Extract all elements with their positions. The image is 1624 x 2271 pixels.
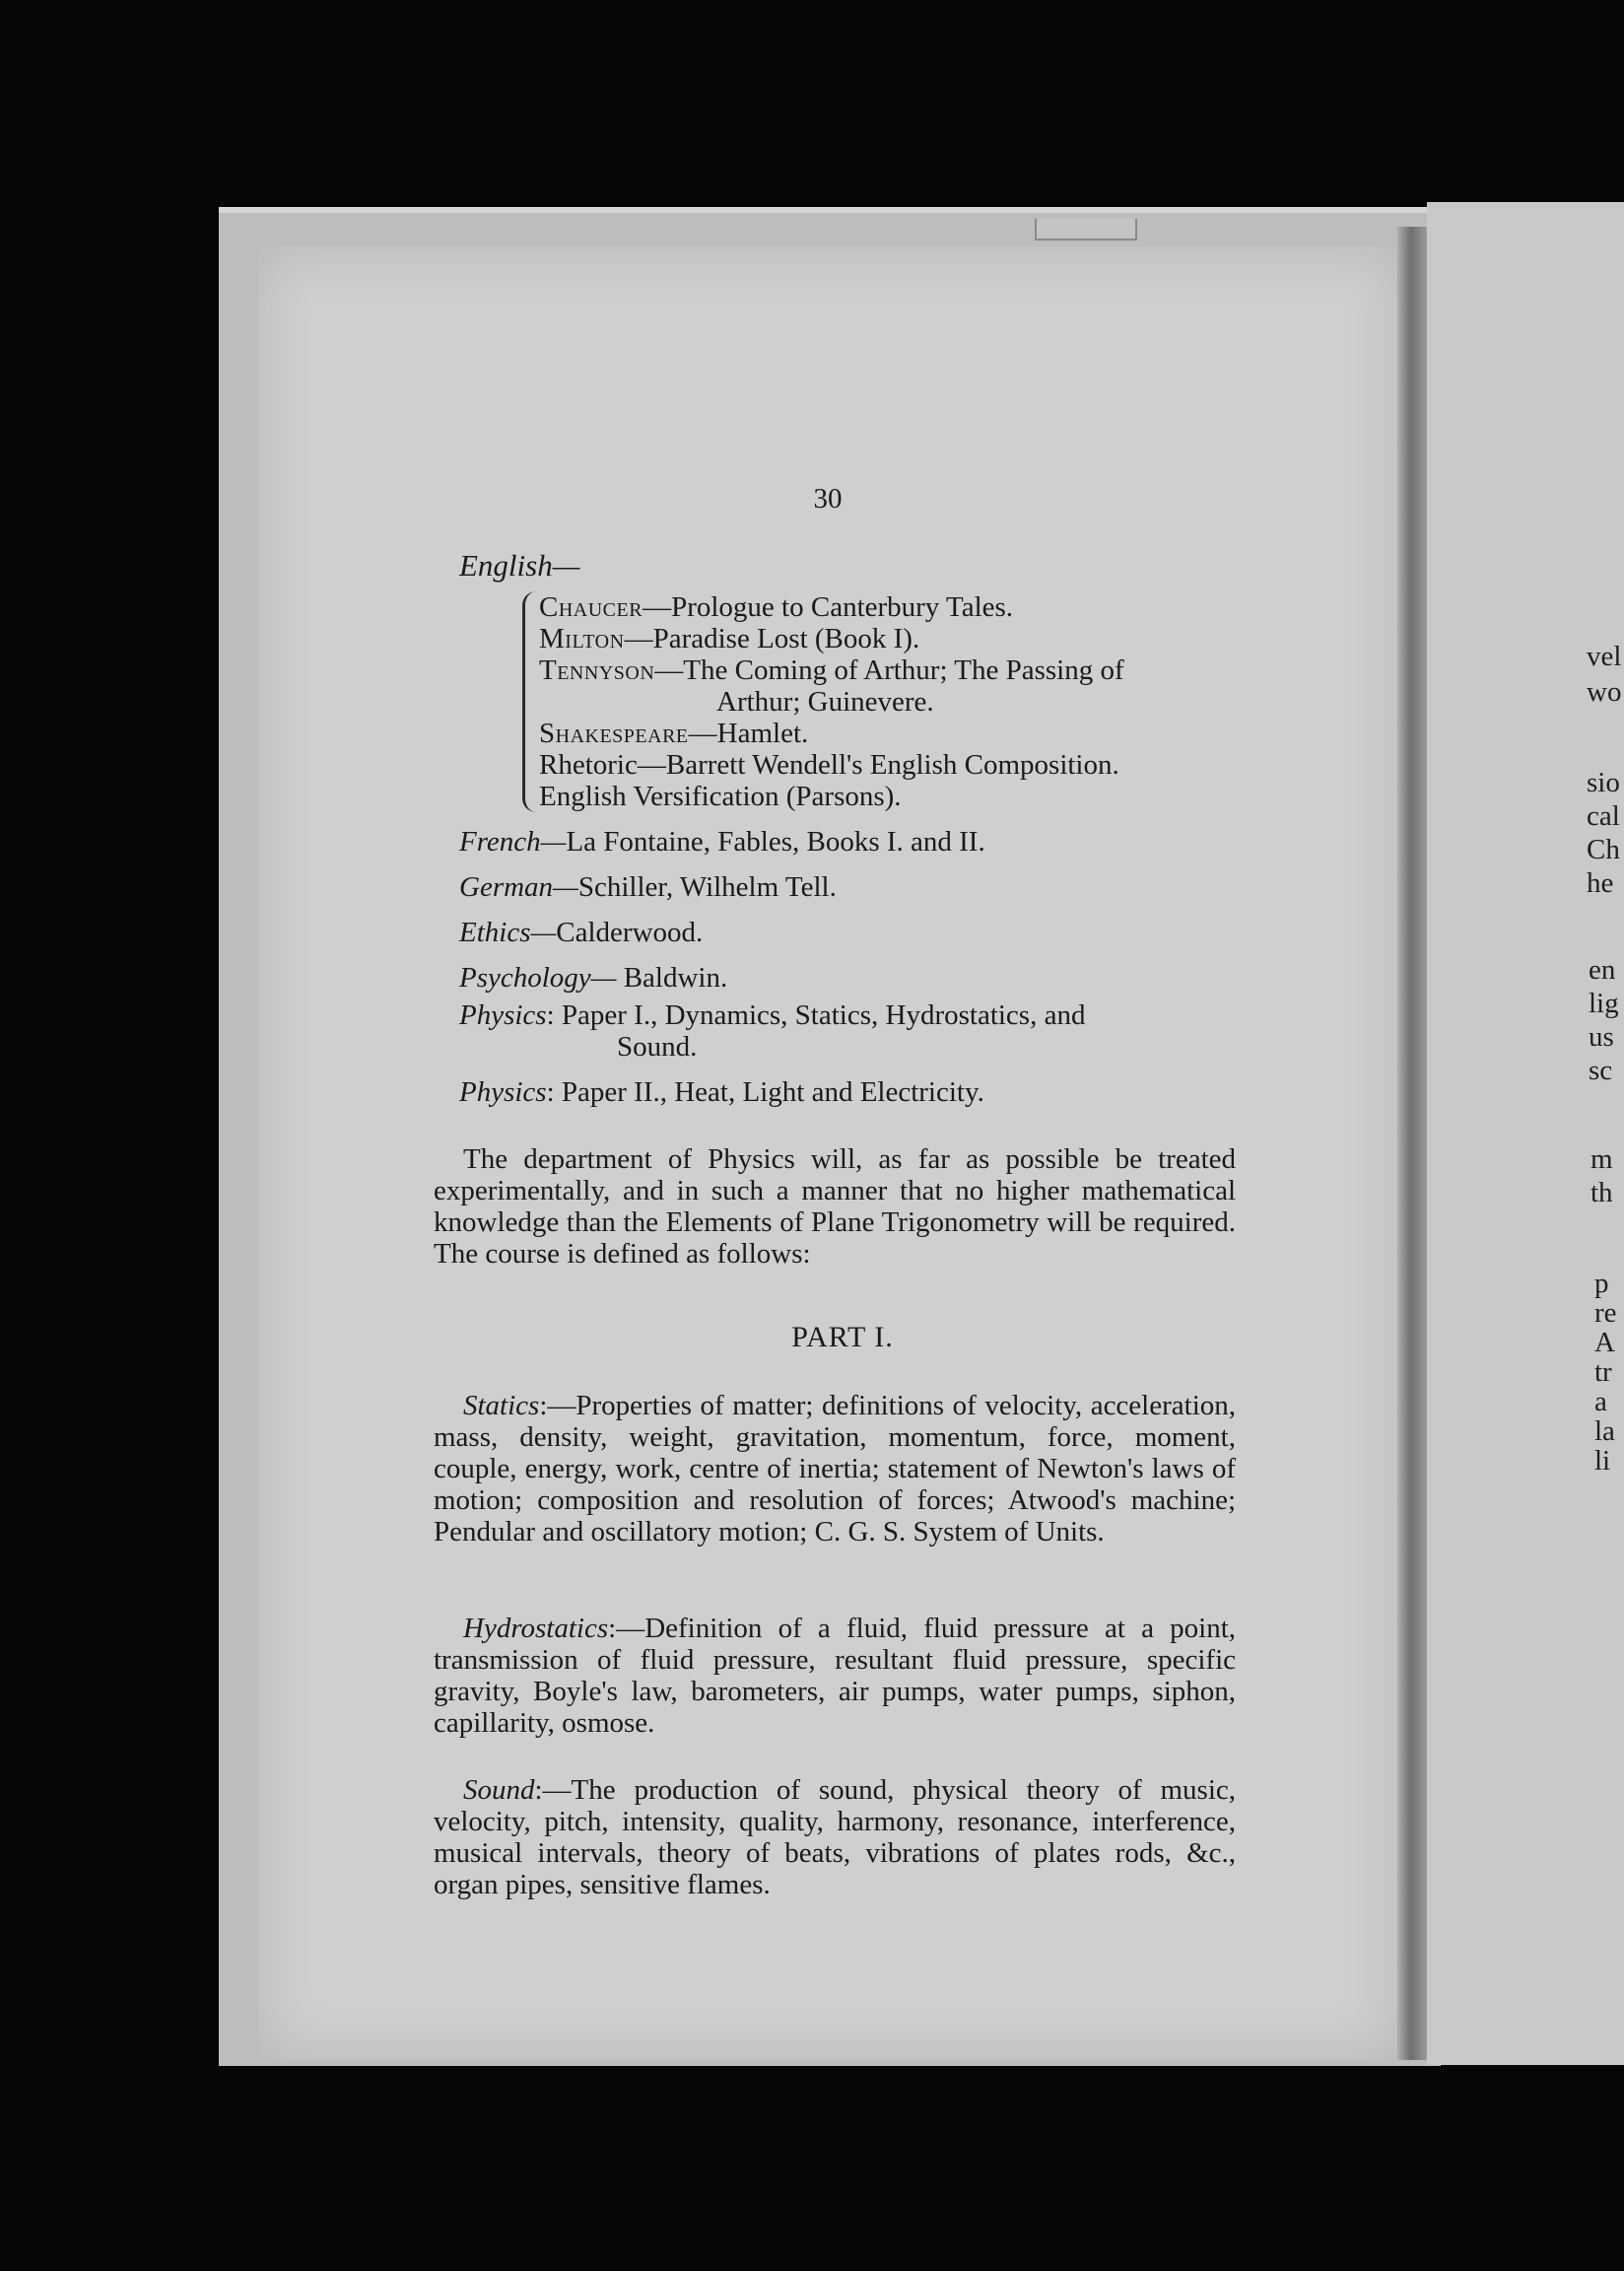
right-page-fragment: p bbox=[1594, 1268, 1609, 1299]
right-page-fragment: sc bbox=[1589, 1055, 1613, 1086]
english-reading-list bbox=[522, 591, 1268, 812]
part-heading: PART I. bbox=[791, 1321, 894, 1353]
list-item: Shakespeare—Hamlet. bbox=[539, 718, 809, 749]
right-page-fragment: tr bbox=[1594, 1356, 1612, 1388]
right-page-fragment: lig bbox=[1589, 988, 1619, 1019]
list-item: Chaucer—Prologue to Canterbury Tales. bbox=[539, 591, 1014, 623]
statics-paragraph: Statics:—Properties of matter; definitions of velocity, acceleration, mass, density, weight, gravitation, momentum, force, moment, couple, energy, work, centre of inertia; statement of Newton's laws of motion; composition and resolution of forces; Atwood's machine; Pendular and oscillatory motion; C. G. S. System of Units. bbox=[434, 1390, 1236, 1548]
page-tear bbox=[1035, 219, 1137, 241]
german-subject: German—Schiller, Wilhelm Tell. bbox=[459, 871, 837, 903]
right-page-fragment: re bbox=[1594, 1297, 1617, 1329]
english-heading: English— bbox=[459, 548, 580, 583]
right-page-fragment: Ch bbox=[1587, 834, 1620, 865]
right-page-fragment: cal bbox=[1587, 800, 1620, 832]
psychology-subject: Psychology— Baldwin. bbox=[459, 962, 728, 994]
right-page-fragment: th bbox=[1590, 1177, 1613, 1208]
ethics-subject: Ethics—Calderwood. bbox=[459, 917, 704, 948]
page-number: 30 bbox=[813, 483, 843, 515]
list-item: English Versification (Parsons). bbox=[539, 781, 902, 812]
physics-intro-paragraph: The department of Physics will, as far as possible be treated experimentally, and in such a manner that no higher mathematical knowledge than the Elements of Plane Trigonometry will be required. The course is defined as follows: bbox=[434, 1143, 1236, 1270]
list-item: Arthur; Guinevere. bbox=[716, 686, 934, 718]
sound-paragraph: Sound:—The production of sound, physical theory of music, velocity, pitch, intensity, quality, harmony, resonance, interference, musical intervals, theory of beats, vibrations of plates rods, &c., organ pipes, sensitive flames. bbox=[434, 1774, 1236, 1900]
right-page-fragment: wo bbox=[1587, 676, 1622, 708]
right-page bbox=[1427, 202, 1624, 2065]
right-page-fragment: us bbox=[1589, 1021, 1614, 1053]
right-page-fragment: he bbox=[1587, 867, 1614, 899]
right-page-fragment: A bbox=[1594, 1327, 1615, 1358]
french-subject: French—La Fontaine, Fables, Books I. and II. bbox=[459, 826, 985, 858]
right-page-fragment: li bbox=[1594, 1445, 1611, 1477]
physics-paper-2: Physics: Paper II., Heat, Light and Electricity. bbox=[459, 1076, 984, 1108]
hydrostatics-paragraph: Hydrostatics:—Definition of a fluid, fluid pressure at a point, transmission of fluid pressure, resultant fluid pressure, specific gravity, Boyle's law, barometers, air pumps, water pumps, siphon, capillarity, osmose. bbox=[434, 1613, 1236, 1739]
right-page-fragment: vel bbox=[1587, 641, 1622, 672]
list-item: Rhetoric—Barrett Wendell's English Composition. bbox=[539, 749, 1119, 781]
book-gutter bbox=[1397, 227, 1427, 2060]
right-page-fragment: a bbox=[1594, 1386, 1607, 1417]
right-page-fragment: la bbox=[1594, 1415, 1615, 1447]
list-item: Milton—Paradise Lost (Book I). bbox=[539, 623, 920, 654]
physics-paper-1: Physics: Paper I., Dynamics, Statics, Hydrostatics, and Sound. bbox=[459, 999, 1086, 1063]
right-page-fragment: m bbox=[1590, 1143, 1613, 1175]
right-page-fragment: sio bbox=[1587, 767, 1620, 798]
right-page-fragment: en bbox=[1589, 954, 1616, 986]
list-item: Tennyson—The Coming of Arthur; The Passing of bbox=[539, 654, 1124, 686]
